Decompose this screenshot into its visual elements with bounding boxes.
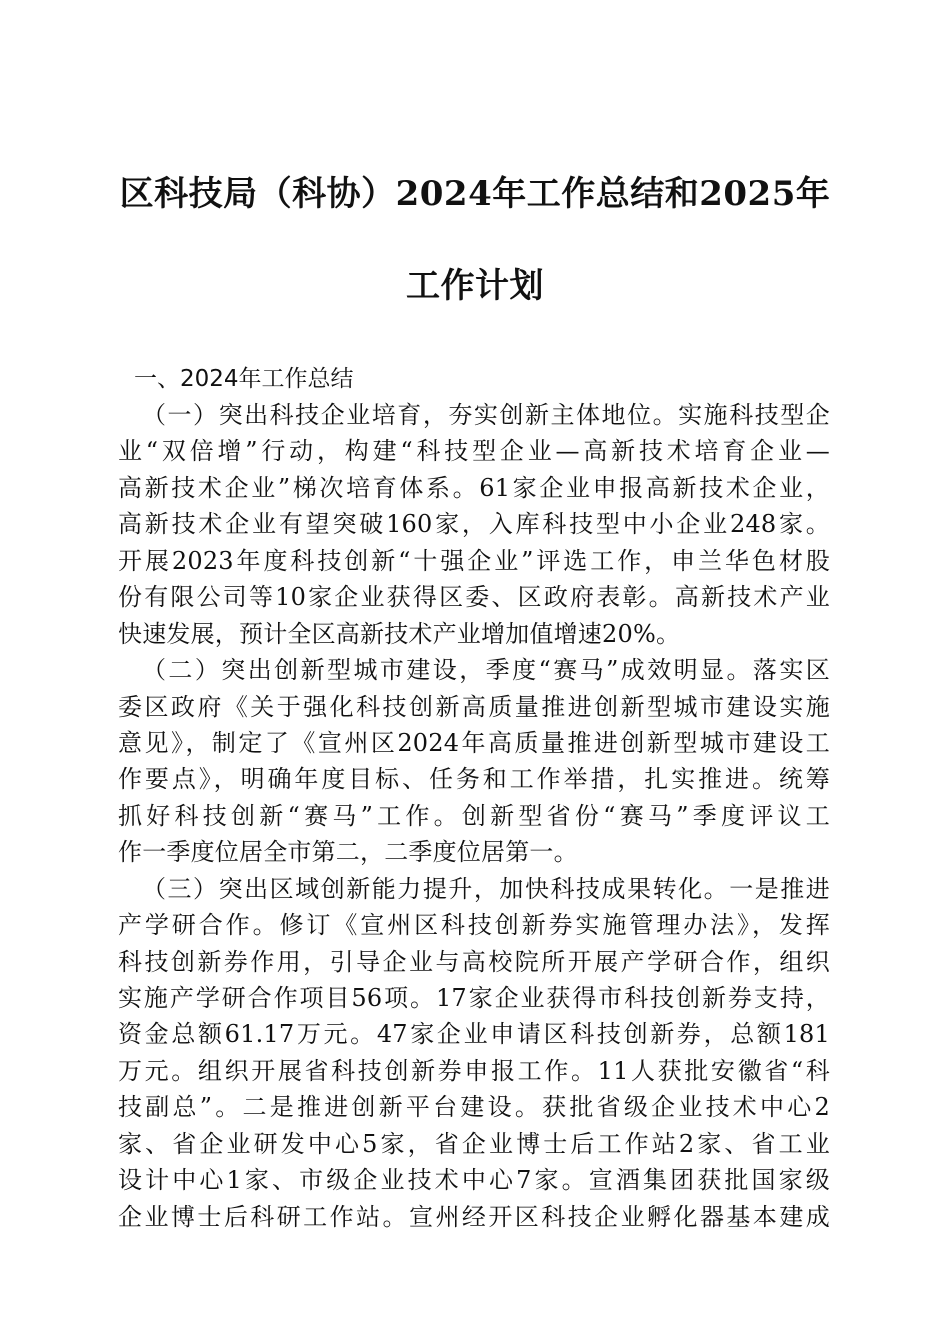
paragraph-line: 业“双倍增”行动，构建“科技型企业—高新技术培育企业—	[118, 437, 830, 466]
paragraph-line: 高新技术企业”梯次培育体系。61家企业申报高新技术企业，	[118, 473, 830, 502]
document-title-line-1: 区科技局（科协）2024年工作总结和2025年	[119, 174, 831, 214]
paragraph-line: 抓好科技创新“赛马”工作。创新型省份“赛马”季度评议工	[118, 801, 830, 830]
paragraph-line: （三）突出区域创新能力提升，加快科技成果转化。一是推进	[142, 874, 830, 903]
paragraph-line: 作一季度位居全市第二，二季度位居第一。	[118, 838, 578, 867]
paragraph-line: （二）突出创新型城市建设，季度“赛马”成效明显。落实区	[142, 656, 830, 685]
paragraph-line: 资金总额61.17万元。47家企业申请区科技创新券，总额181	[118, 1020, 830, 1049]
paragraph-line: 意见》，制定了《宣州区2024年高质量推进创新型城市建设工	[118, 728, 830, 757]
paragraph-line: 产学研合作。修订《宣州区科技创新券实施管理办法》，发挥	[118, 911, 830, 940]
document-title-line-2: 工作计划	[406, 266, 544, 306]
paragraph-line: 家、省企业研发中心5家，省企业博士后工作站2家、省工业	[118, 1129, 830, 1158]
paragraph-line: 企业博士后科研工作站。宣州经开区科技企业孵化器基本建成	[118, 1202, 830, 1231]
paragraph-line: 开展2023年度科技创新“十强企业”评选工作，申兰华色材股	[118, 546, 830, 575]
paragraph-line: 委区政府《关于强化科技创新高质量推进创新型城市建设实施	[118, 692, 830, 721]
paragraph-line: 快速发展，预计全区高新技术产业增加值增速20%。	[118, 619, 681, 648]
document-body	[118, 397, 830, 1235]
paragraph-line: 实施产学研合作项目56项。17家企业获得市科技创新券支持，	[118, 984, 830, 1012]
paragraph-line: 科技创新券作用，引导企业与高校院所开展产学研合作，组织	[118, 947, 830, 976]
paragraph-line: 技副总”。二是推进创新平台建设。获批省级企业技术中心2	[118, 1093, 830, 1122]
paragraph-line: 设计中心1家、市级企业技术中心7家。宣酒集团获批国家级	[118, 1166, 830, 1195]
paragraph-line: （一）突出科技企业培育，夯实创新主体地位。实施科技型企	[142, 401, 830, 429]
section-heading: 一、2024年工作总结	[134, 366, 354, 392]
paragraph-line: 高新技术企业有望突破160家，入库科技型中小企业248家。	[118, 510, 830, 539]
paragraph-line: 份有限公司等10家企业获得区委、区政府表彰。高新技术产业	[118, 583, 830, 612]
paragraph-line: 万元。组织开展省科技创新券申报工作。11人获批安徽省“科	[118, 1056, 830, 1085]
paragraph-line: 作要点》，明确年度目标、任务和工作举措，扎实推进。统筹	[118, 765, 830, 794]
